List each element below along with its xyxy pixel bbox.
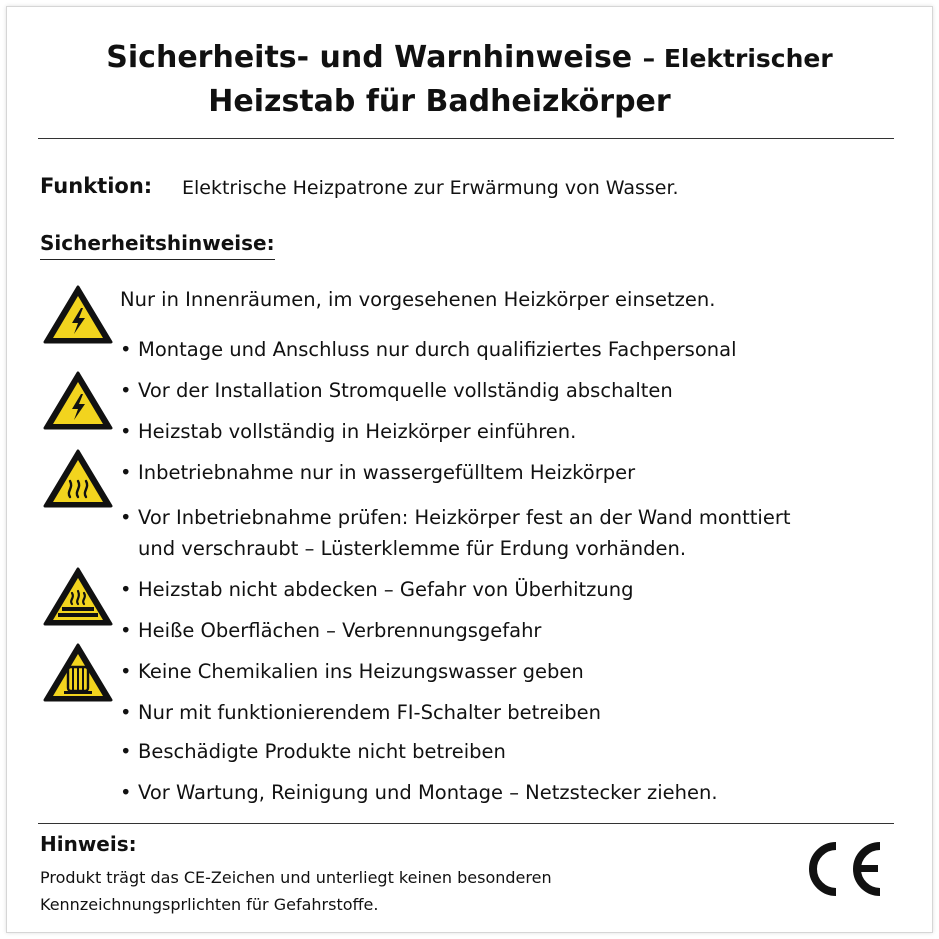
list-item: • Vor der Installation Stromquelle vollständig abschalten <box>120 379 673 402</box>
hot-surface-warning-icon <box>42 566 114 628</box>
list-item: • Keine Chemikalien ins Heizungswasser geben <box>120 660 584 683</box>
ce-mark-icon <box>800 838 884 900</box>
top-divider <box>38 138 894 139</box>
safety-heading: Sicherheitshinweise: <box>40 231 275 260</box>
list-item: • Heizstab vollständig in Heizkörper einführen. <box>120 420 577 443</box>
list-item: • Montage und Anschluss nur durch qualifiziertes Fachpersonal <box>120 338 737 361</box>
note-label: Hinweis: <box>40 832 137 856</box>
list-item: • Inbetriebnahme nur in wassergefülltem Heizkörper <box>120 461 636 484</box>
electric-hazard-icon <box>42 284 114 346</box>
bottom-divider <box>38 823 894 824</box>
list-item: • Beschädigte Produkte nicht betreiben <box>120 740 506 763</box>
electric-hazard-icon <box>42 370 114 432</box>
list-item: • Vor Inbetriebnahme prüfen: Heizkörper fest an der Wand monttiert <box>120 506 791 529</box>
list-item: • Heiße Oberflächen – Verbrennungsgefahr <box>120 619 542 642</box>
list-item: • Heizstab nicht abdecken – Gefahr von Überhitzung <box>120 578 634 601</box>
list-item: • Vor Wartung, Reinigung und Montage – Netzstecker ziehen. <box>120 781 718 804</box>
heating-element-warning-icon <box>42 642 114 704</box>
note-text-line-2: Kennzeichnungsprlichten für Gefahrstoffe. <box>40 895 379 914</box>
function-label: Funktion: <box>40 174 153 198</box>
title-sub: – Elektrischer <box>642 44 833 73</box>
list-item: • Nur mit funktionierendem FI-Schalter betreiben <box>120 701 602 724</box>
note-text-line-1: Produkt trägt das CE-Zeichen und unterliegt keinen besonderen <box>40 868 552 887</box>
list-item-continuation: und verschraubt – Lüsterklemme für Erdung vorhänden. <box>138 537 687 560</box>
title-line-1 <box>0 40 939 75</box>
function-text: Elektrische Heizpatrone zur Erwärmung von Wasser. <box>182 177 679 199</box>
safety-intro: Nur in Innenräumen, im vorgesehenen Heizkörper einsetzen. <box>120 288 716 311</box>
hot-steam-warning-icon <box>42 448 114 510</box>
title-line-2: Heizstab für Badheizkörper <box>208 84 671 119</box>
title-main: Sicherheits- und Warnhinweise <box>106 40 633 75</box>
